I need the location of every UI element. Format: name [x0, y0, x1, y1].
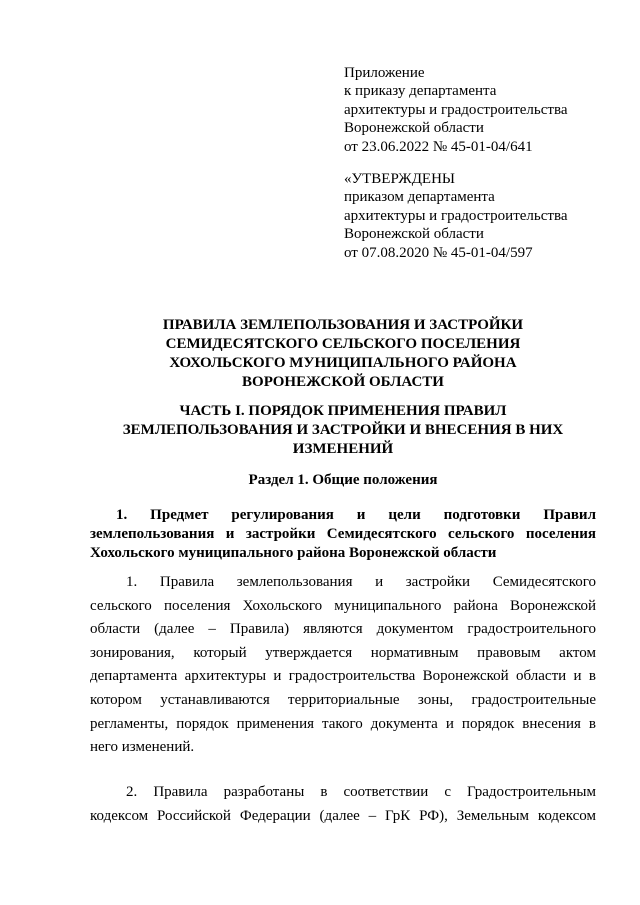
stamp-line: от 23.06.2022 № 45-01-04/641 [344, 138, 533, 155]
stamp-line: от 07.08.2020 № 45-01-04/597 [344, 244, 533, 261]
paragraph-line: сельского поселения Хохольского муниципального района Воронежской [90, 597, 596, 614]
title-line: ВОРОНЕЖСКОЙ ОБЛАСТИ [242, 374, 444, 390]
section-title [90, 471, 596, 490]
part-title [90, 402, 596, 459]
stamp-line: архитектуры и градостроительства [344, 207, 568, 224]
title-line: ЗЕМЛЕПОЛЬЗОВАНИЯ И ЗАСТРОЙКИ И ВНЕСЕНИЯ В НИХ [122, 422, 564, 438]
stamp-line: архитектуры и градостроительства [344, 101, 568, 118]
stamp-line: «УТВЕРЖДЕНЫ [344, 171, 456, 187]
paragraph-1 [90, 571, 596, 760]
paragraph-line: котором устанавливаются территориальные зоны, градостроительные [90, 691, 596, 708]
stamp-line: приказом департамента [344, 189, 495, 206]
title-line: ИЗМЕНЕНИЙ [292, 441, 394, 457]
approval-block-appendix [344, 64, 614, 156]
title-line: ХОХОЛЬСКОГО МУНИЦИПАЛЬНОГО РАЙОНА [169, 355, 517, 371]
paragraph-line: него изменений. [90, 739, 195, 756]
heading-line: Хохольского муниципального района Воронежской области [90, 545, 497, 561]
stamp-line: Воронежской области [344, 120, 484, 137]
stamp-line: Приложение [344, 65, 425, 81]
document-title [90, 316, 596, 392]
paragraph-line: департамента архитектуры и градостроительства Воронежской области и в [90, 668, 596, 685]
stamp-line: Воронежской области [344, 226, 484, 243]
approval-block-approved [344, 170, 614, 262]
paragraph-line: 1. Правила землепользования и застройки Семидесятского [126, 574, 596, 590]
paragraph-line: кодексом Российской Федерации (далее – ГрК РФ), Земельным кодексом [90, 807, 596, 824]
paragraph-line: области (далее – Правила) являются документом градостроительного [90, 621, 596, 638]
title-line: СЕМИДЕСЯТСКОГО СЕЛЬСКОГО ПОСЕЛЕНИЯ [165, 336, 521, 352]
paragraph-line: 2. Правила разработаны в соответствии с Градостроительным [126, 784, 596, 800]
title-line: ПРАВИЛА ЗЕМЛЕПОЛЬЗОВАНИЯ И ЗАСТРОЙКИ [162, 317, 524, 333]
heading-line: землепользования и застройки Семидесятского сельского поселения [90, 526, 596, 542]
paragraph-line: регламенты, порядок применения такого документа и порядок внесения в [90, 715, 596, 732]
paragraph-line: зонирования, который утверждается нормативным правовым актом [90, 644, 596, 661]
heading-line: 1. Предмет регулирования и цели подготовки Правил [116, 507, 596, 523]
article-heading [90, 506, 596, 563]
paragraph-2 [90, 781, 596, 828]
stamp-line: к приказу департамента [344, 83, 497, 100]
section-title-text: Раздел 1. Общие положения [248, 472, 438, 488]
title-line: ЧАСТЬ I. ПОРЯДОК ПРИМЕНЕНИЯ ПРАВИЛ [179, 403, 507, 419]
